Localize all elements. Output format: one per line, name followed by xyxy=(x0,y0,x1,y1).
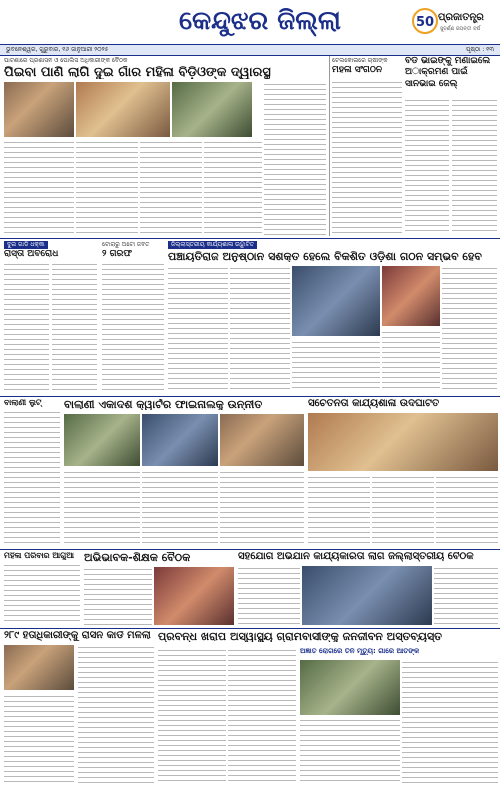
panchayat-headline: ପଞ୍ଚାୟତିରାଜ ଅନୁଷ୍ଠାନ ସଶକ୍ତ ହେଲେ ବିକଶିତ ଓଡ଼ିଶା ଗଠନ ସମ୍ଭବ ହେବ xyxy=(168,251,482,262)
ration-body-2 xyxy=(78,645,154,784)
section-divider-2 xyxy=(0,396,500,397)
top-right-body-1 xyxy=(405,98,449,235)
left-box-body-1 xyxy=(4,262,49,392)
district-meeting-body-1 xyxy=(238,566,300,625)
lead-photo-3 xyxy=(172,82,252,137)
page-title: କେନ୍ଦୁଝର ଜିଲ୍ଲା xyxy=(179,6,341,36)
left-box-headline: ରାସ୍ତା ଅବରୋଧ xyxy=(4,250,59,259)
pta-headline: ଅଭିଭାବକ-ଶିକ୍ଷକ ବୈଠକ xyxy=(84,552,191,563)
cricket-headline: ବାଲାଣୀ ଏକାଦଶ କ୍ୱାର୍ଟର ଫାଇନାଲକୁ ଉନ୍ନୀତ xyxy=(64,399,263,410)
district-meeting-body-2 xyxy=(434,566,498,625)
awareness-headline: ସଚେତନତା କାର୍ଯ୍ୟଶାଳା ଉଦଘାଟିତ xyxy=(308,399,440,409)
top-right-headline: ବଡ ଭାଇଙ୍କୁ ମଣାଇଲେ ଅାକ୍ରମଣ ପାଇଁ ସାନଭାଇ ଜେଲ୍ xyxy=(405,56,491,89)
cricket-photo xyxy=(64,414,140,466)
awareness-photo xyxy=(308,413,498,471)
lead-photo-2 xyxy=(76,82,170,137)
left-third-body xyxy=(4,563,80,625)
lead-body-1 xyxy=(4,140,74,235)
lead-body-3 xyxy=(140,140,202,235)
panchayat-photo-2 xyxy=(382,266,440,326)
health-body-4 xyxy=(402,660,498,784)
health-body-1 xyxy=(158,648,226,784)
logo-name: ପ୍ରଜାତନ୍ତ୍ର xyxy=(438,12,484,23)
health-photo xyxy=(300,660,400,715)
mid-box-headline: ୨ ଗିରଫ xyxy=(102,250,132,259)
awareness-body-3 xyxy=(436,475,498,545)
ration-headline: ୨୮୯ ହିତାଧିକାରୀଙ୍କୁ ରାସନ କାର୍ଡ ମିଳିଲା xyxy=(4,631,151,641)
pta-body-1 xyxy=(84,567,152,625)
health-body-3 xyxy=(300,718,400,784)
left-third-headline: ମହିଳା ପରିବାର ଆଗୁଆ xyxy=(4,552,75,560)
lead-body-5 xyxy=(264,82,326,235)
district-meeting-photo xyxy=(302,566,432,625)
panchayat-body-1 xyxy=(168,266,228,392)
mid-box-body xyxy=(102,262,164,392)
top-right-body-2 xyxy=(452,98,497,235)
lead-kicker: ପାଟଣାରେ ପ୍ରଶାସନ ଓ ପୋଲିସ ଅଧିକାରୀଙ୍କ ବୈଠକ xyxy=(4,57,128,64)
health-subheadline: ଅଜ୍ଞାତ ରୋଗରେ ତିନି ମୃତ୍ୟୁ: ଗାଁରେ ଆତଙ୍କ xyxy=(300,648,420,655)
top-mid-body xyxy=(332,80,402,235)
section-divider-3 xyxy=(0,549,500,550)
panchayat-body-2 xyxy=(230,266,290,392)
logo-tagline: ସୁବର୍ଣ୍ଣ ଜୟନ୍ତୀ ବର୍ଷ xyxy=(440,26,481,32)
small-left-body xyxy=(4,410,60,545)
panchayat-body-5 xyxy=(442,266,497,392)
column-divider xyxy=(329,56,330,236)
top-mid-headline: ମହିଳା ସଂଗଠନ xyxy=(332,66,383,75)
dateline xyxy=(0,44,500,56)
dateline-date: ଭୁବନେଶ୍ୱର, ଗୁରୁବାର, ୧୬ ଜାନୁଆରୀ ୨୦୨୫ xyxy=(6,46,109,53)
ration-body-1 xyxy=(4,694,74,784)
top-mid-kicker: ଟେଲକୋଇରେ ଚାଷୀଙ୍କ xyxy=(332,57,388,64)
sun-logo-icon xyxy=(412,6,438,36)
section-divider xyxy=(0,238,500,239)
top-right-head-wrap xyxy=(405,56,497,96)
cricket-body-2 xyxy=(142,470,218,545)
cricket-photo-2 xyxy=(142,414,218,466)
panchayat-body-4 xyxy=(382,330,440,392)
health-headline: ପ୍ରବନ୍ଧ ଖରାପ ଅସ୍ୱାସ୍ଥ୍ୟ ଗ୍ରାମବାସୀଙ୍କୁ ଜନଜୀବନ ଅସ୍ତବ୍ୟସ୍ତ xyxy=(158,631,442,642)
lead-headline: ପିଇବା ପାଣି ଲାଗି ଦୁଇ ଗାଁର ମହିଳା ବିଡ଼ିଓଙ୍କ ଦ୍ୱାରସ୍ଥ xyxy=(4,66,271,79)
ration-photo xyxy=(4,645,74,690)
awareness-body-1 xyxy=(308,475,370,545)
cricket-photo-3 xyxy=(220,414,304,466)
lead-body-4 xyxy=(204,140,262,235)
panchayat-photo xyxy=(292,266,380,336)
section-divider-4 xyxy=(0,628,500,629)
left-box-body-2 xyxy=(52,262,97,392)
pta-photo xyxy=(154,567,234,625)
small-left-headline: ବାଲାଣୀ ଲୁଟ୍ xyxy=(4,399,42,407)
lead-photo xyxy=(4,82,74,137)
awareness-body-2 xyxy=(372,475,434,545)
logo xyxy=(412,6,438,40)
page-number: ପୃଷ୍ଠା : ୧୩ xyxy=(466,46,494,53)
health-body-2 xyxy=(228,648,296,784)
district-meeting-headline: ସହଯୋଗ ଅଭିଯାନ କାର୍ଯ୍ୟକାରିତା ଲାଗି ଜିଲ୍ଲାସ୍ତରୀୟ ବୈଠକ xyxy=(238,552,474,562)
left-box-kicker: ଦୁଇ ଗାଡି ଧକ୍କା xyxy=(4,241,48,249)
panchayat-body-3 xyxy=(292,340,380,392)
mid-box-kicker: ଟୋରାରୁ ଅଟୋ ଜବତ xyxy=(102,241,150,248)
logo-number: 50 xyxy=(415,15,435,30)
lead-body-2 xyxy=(76,140,138,235)
cricket-body-1 xyxy=(64,470,140,545)
masthead xyxy=(0,0,500,44)
panchayat-kicker: ଜିଲ୍ଲାସ୍ତରୀୟ କାର୍ଯ୍ୟଶାଳା ଉଦ୍ଘାଟିତ xyxy=(168,241,257,249)
cricket-body-3 xyxy=(220,470,304,545)
